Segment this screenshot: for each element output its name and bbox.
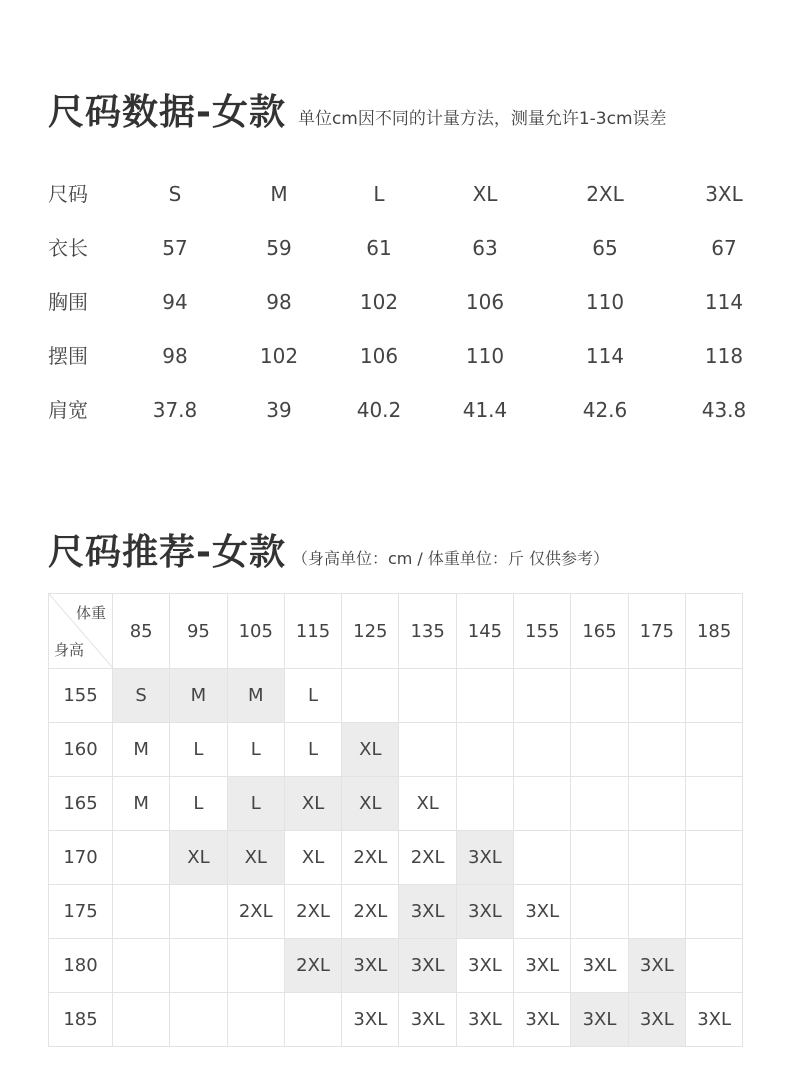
table-row xyxy=(49,777,743,831)
size-cell: L xyxy=(284,669,341,723)
empty-cell xyxy=(571,777,628,831)
empty-cell xyxy=(113,885,170,939)
empty-cell xyxy=(628,777,685,831)
size-data-cell: L xyxy=(373,182,385,206)
size-cell: 3XL xyxy=(456,885,513,939)
size-cell: 2XL xyxy=(342,831,399,885)
empty-cell xyxy=(113,831,170,885)
size-data-cell: 110 xyxy=(585,290,625,314)
size-data-row xyxy=(0,383,790,437)
size-cell: 3XL xyxy=(456,939,513,993)
size-data-cell: 118 xyxy=(704,344,744,368)
size-data-cell: 3XL xyxy=(705,182,743,206)
size-cell: 2XL xyxy=(399,831,456,885)
size-data-cell: 63 xyxy=(472,236,498,260)
size-data-cell: 106 xyxy=(359,344,399,368)
empty-cell xyxy=(456,669,513,723)
height-header-cell: 170 xyxy=(49,831,113,885)
empty-cell xyxy=(571,885,628,939)
size-data-row xyxy=(0,167,790,221)
size-cell: 3XL xyxy=(628,939,685,993)
size-cell: L xyxy=(227,777,284,831)
size-cell: 3XL xyxy=(456,993,513,1047)
empty-cell xyxy=(571,723,628,777)
size-data-cell: 67 xyxy=(711,236,737,260)
size-cell: 2XL xyxy=(284,885,341,939)
weight-header-cell: 105 xyxy=(227,594,284,669)
weight-header-cell: 165 xyxy=(571,594,628,669)
size-data-cell: 98 xyxy=(162,344,188,368)
weight-axis-label: 体重 xyxy=(75,604,106,622)
size-cell: 3XL xyxy=(342,939,399,993)
size-data-cell: 106 xyxy=(465,290,505,314)
size-data-cell: 114 xyxy=(704,290,744,314)
empty-cell xyxy=(628,669,685,723)
size-cell: 3XL xyxy=(571,939,628,993)
size-data-cell: 102 xyxy=(359,290,399,314)
size-cell: 3XL xyxy=(685,993,742,1047)
empty-cell xyxy=(571,669,628,723)
size-recommend-title: 尺码推荐-女款 xyxy=(48,532,286,573)
table-row xyxy=(49,885,743,939)
height-header-cell: 180 xyxy=(49,939,113,993)
size-data-title: 尺码数据-女款 xyxy=(48,92,286,133)
corner-cell xyxy=(49,594,113,669)
size-cell: 3XL xyxy=(399,939,456,993)
empty-cell xyxy=(456,777,513,831)
size-data-cell: 39 xyxy=(266,398,292,422)
empty-cell xyxy=(514,723,571,777)
weight-header-cell: 115 xyxy=(284,594,341,669)
size-recommend-title-row xyxy=(48,524,609,575)
size-data-cell: S xyxy=(168,182,182,206)
size-cell: M xyxy=(170,669,227,723)
size-cell: L xyxy=(284,723,341,777)
empty-cell xyxy=(628,831,685,885)
size-cell: L xyxy=(170,723,227,777)
empty-cell xyxy=(170,939,227,993)
size-cell: 3XL xyxy=(514,993,571,1047)
size-cell: 3XL xyxy=(399,885,456,939)
size-data-row-label: 尺码 xyxy=(48,182,88,206)
table-row xyxy=(49,939,743,993)
empty-cell xyxy=(685,777,742,831)
weight-header-cell: 145 xyxy=(456,594,513,669)
size-data-row-label: 摆围 xyxy=(48,344,88,368)
size-cell: S xyxy=(113,669,170,723)
size-data-cell: M xyxy=(270,182,288,206)
size-data-cell: 114 xyxy=(585,344,625,368)
size-cell: M xyxy=(113,777,170,831)
size-data-cell: 59 xyxy=(266,236,292,260)
empty-cell xyxy=(456,723,513,777)
empty-cell xyxy=(571,831,628,885)
size-data-cell: 40.2 xyxy=(356,398,402,422)
empty-cell xyxy=(227,939,284,993)
size-cell: 3XL xyxy=(399,993,456,1047)
size-data-cell: XL xyxy=(472,182,498,206)
size-cell: XL xyxy=(170,831,227,885)
size-data-row-label: 衣长 xyxy=(48,236,88,260)
empty-cell xyxy=(399,723,456,777)
weight-header-cell: 85 xyxy=(113,594,170,669)
size-data-row xyxy=(0,329,790,383)
size-data-cell: 65 xyxy=(592,236,618,260)
empty-cell xyxy=(170,993,227,1047)
weight-header-cell: 175 xyxy=(628,594,685,669)
size-data-cell: 61 xyxy=(366,236,392,260)
empty-cell xyxy=(685,723,742,777)
size-cell: 3XL xyxy=(628,993,685,1047)
size-data-row-label: 肩宽 xyxy=(48,398,88,422)
size-cell: L xyxy=(170,777,227,831)
empty-cell xyxy=(685,669,742,723)
size-data-cell: 102 xyxy=(259,344,299,368)
size-cell: L xyxy=(227,723,284,777)
table-row xyxy=(49,669,743,723)
header-row xyxy=(49,594,743,669)
empty-cell xyxy=(342,669,399,723)
size-cell: 3XL xyxy=(342,993,399,1047)
empty-cell xyxy=(284,993,341,1047)
table-row xyxy=(49,723,743,777)
height-header-cell: 165 xyxy=(49,777,113,831)
size-cell: 3XL xyxy=(514,939,571,993)
size-cell: 3XL xyxy=(456,831,513,885)
table-row xyxy=(49,831,743,885)
empty-cell xyxy=(514,669,571,723)
size-cell: 3XL xyxy=(571,993,628,1047)
size-cell: XL xyxy=(227,831,284,885)
size-data-cell: 57 xyxy=(162,236,188,260)
weight-header-cell: 185 xyxy=(685,594,742,669)
size-cell: 2XL xyxy=(227,885,284,939)
empty-cell xyxy=(399,669,456,723)
empty-cell xyxy=(170,885,227,939)
size-recommend-note: （身高单位：cm / 体重单位：斤 仅供参考） xyxy=(291,549,609,568)
size-data-cell: 98 xyxy=(266,290,292,314)
size-data-row xyxy=(0,221,790,275)
size-cell: 2XL xyxy=(284,939,341,993)
empty-cell xyxy=(514,777,571,831)
size-data-cell: 2XL xyxy=(586,182,624,206)
weight-header-cell: 125 xyxy=(342,594,399,669)
size-data-cell: 110 xyxy=(465,344,505,368)
size-cell: M xyxy=(227,669,284,723)
weight-header-cell: 95 xyxy=(170,594,227,669)
size-cell: XL xyxy=(399,777,456,831)
empty-cell xyxy=(113,939,170,993)
table-row xyxy=(49,993,743,1047)
weight-header-cell: 135 xyxy=(399,594,456,669)
size-data-title-row xyxy=(48,84,667,135)
size-data-cell: 37.8 xyxy=(152,398,198,422)
size-cell: XL xyxy=(342,723,399,777)
size-data-cell: 42.6 xyxy=(582,398,628,422)
size-data-row xyxy=(0,275,790,329)
height-header-cell: 160 xyxy=(49,723,113,777)
weight-header-cell: 155 xyxy=(514,594,571,669)
size-cell: XL xyxy=(284,777,341,831)
empty-cell xyxy=(227,993,284,1047)
size-cell: 2XL xyxy=(342,885,399,939)
height-header-cell: 185 xyxy=(49,993,113,1047)
size-data-cell: 43.8 xyxy=(701,398,747,422)
height-header-cell: 175 xyxy=(49,885,113,939)
empty-cell xyxy=(685,939,742,993)
empty-cell xyxy=(113,993,170,1047)
empty-cell xyxy=(628,885,685,939)
size-data-row-label: 胸围 xyxy=(48,290,88,314)
size-data-cell: 94 xyxy=(162,290,188,314)
size-cell: XL xyxy=(284,831,341,885)
size-data-note: 单位cm因不同的计量方法，测量允许1-3cm误差 xyxy=(297,109,667,129)
empty-cell xyxy=(685,885,742,939)
size-cell: 3XL xyxy=(514,885,571,939)
height-header-cell: 155 xyxy=(49,669,113,723)
size-recommend-table xyxy=(48,593,743,1047)
height-axis-label: 身高 xyxy=(54,641,85,659)
size-cell: XL xyxy=(342,777,399,831)
size-data-cell: 41.4 xyxy=(462,398,508,422)
size-cell: M xyxy=(113,723,170,777)
empty-cell xyxy=(685,831,742,885)
empty-cell xyxy=(628,723,685,777)
empty-cell xyxy=(514,831,571,885)
